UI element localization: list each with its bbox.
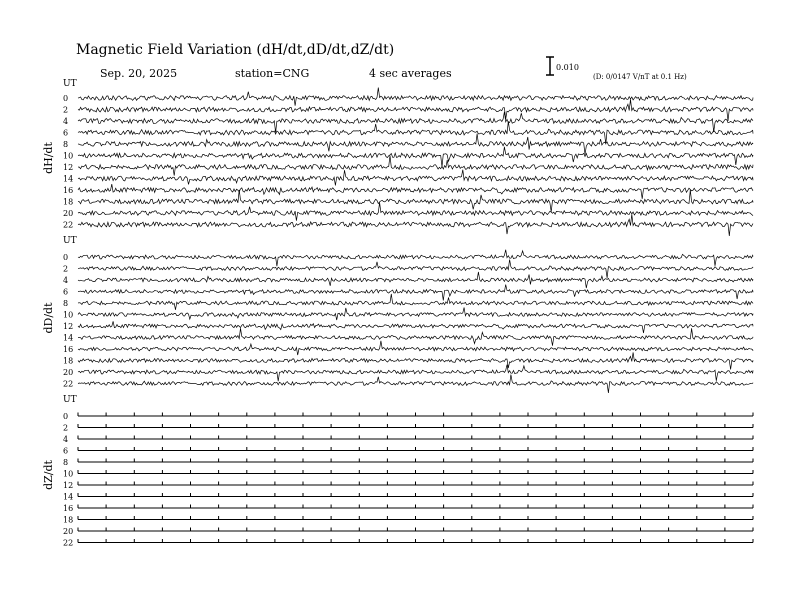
ut-hour-label: 4 (63, 435, 69, 444)
trace-line (78, 121, 753, 144)
trace-line (78, 341, 753, 355)
ut-hour-label: 2 (63, 264, 69, 274)
y-axis-label: dH/dt (42, 142, 55, 174)
ut-axis-label: UT (63, 395, 77, 405)
ut-hour-label: 8 (63, 140, 69, 149)
averaging-label: 4 sec averages (369, 67, 452, 80)
ut-hour-label: 18 (63, 515, 74, 525)
ut-hour-label: 22 (63, 538, 74, 548)
ut-hour-label: 12 (63, 322, 74, 331)
trace-line (78, 285, 753, 301)
trace-line (78, 321, 753, 333)
y-axis-label: dZ/dt (42, 460, 55, 490)
ut-hour-label: 16 (63, 345, 74, 354)
trace-line (78, 134, 753, 155)
ut-hour-label: 20 (63, 368, 74, 377)
panel-dd (42, 236, 753, 393)
trace-line (78, 170, 753, 186)
trace-line (78, 328, 753, 346)
ut-hour-label: 10 (63, 469, 74, 479)
ut-hour-label: 2 (63, 105, 69, 115)
trace-line (78, 88, 753, 106)
ut-hour-label: 14 (63, 492, 74, 502)
trace-line (78, 365, 753, 382)
trace-line (78, 214, 753, 236)
ut-hour-label: 8 (63, 299, 69, 308)
ut-hour-label: 14 (63, 174, 74, 184)
trace-line (78, 352, 753, 369)
ut-hour-label: 22 (63, 379, 74, 389)
ut-hour-label: 0 (63, 412, 69, 421)
ut-hour-label: 18 (63, 197, 74, 207)
ut-hour-label: 12 (63, 163, 74, 172)
ut-axis-label: UT (63, 79, 77, 89)
ut-hour-label: 6 (63, 128, 69, 138)
scale-note: (D: 0/0147 V/nT at 0.1 Hz) (593, 73, 687, 81)
trace-line (78, 99, 753, 121)
panel-dz (42, 395, 753, 548)
trace-line (78, 294, 753, 310)
trace-line (78, 112, 753, 133)
trace-line (78, 190, 753, 212)
ut-hour-label: 14 (63, 333, 74, 343)
ut-hour-label: 0 (63, 253, 69, 262)
ut-hour-label: 4 (63, 117, 69, 126)
scale-bar (546, 57, 554, 75)
figure-title: Magnetic Field Variation (dH/dt,dD/dt,dZ/dt) (76, 42, 395, 58)
ut-hour-label: 6 (63, 287, 69, 297)
trace-line (78, 260, 753, 278)
trace-line (78, 184, 753, 199)
ut-axis-label: UT (63, 236, 77, 246)
ut-hour-label: 20 (63, 209, 74, 218)
trace-line (78, 375, 753, 393)
trace-line (78, 203, 753, 221)
ut-hour-label: 10 (63, 310, 74, 320)
ut-hour-label: 16 (63, 504, 74, 513)
trace-line (78, 250, 753, 267)
trace-line (78, 147, 753, 167)
panel-dh (42, 79, 753, 236)
ut-hour-label: 6 (63, 446, 69, 456)
ut-hour-label: 22 (63, 220, 74, 230)
ut-hour-label: 12 (63, 481, 74, 490)
y-axis-label: dD/dt (42, 302, 55, 334)
ut-hour-label: 18 (63, 356, 74, 366)
ut-hour-label: 2 (63, 423, 69, 433)
ut-hour-label: 16 (63, 186, 74, 195)
trace-line (78, 308, 753, 321)
ut-hour-label: 10 (63, 151, 74, 161)
trace-line (78, 156, 753, 176)
ut-hour-label: 0 (63, 94, 69, 103)
scale-value-label: 0.010 (556, 63, 579, 72)
ut-hour-label: 4 (63, 276, 69, 285)
ut-hour-label: 8 (63, 458, 69, 467)
trace-line (78, 272, 753, 288)
ut-hour-label: 20 (63, 527, 74, 536)
station-label: station=CNG (235, 67, 310, 80)
date-label: Sep. 20, 2025 (100, 67, 178, 80)
